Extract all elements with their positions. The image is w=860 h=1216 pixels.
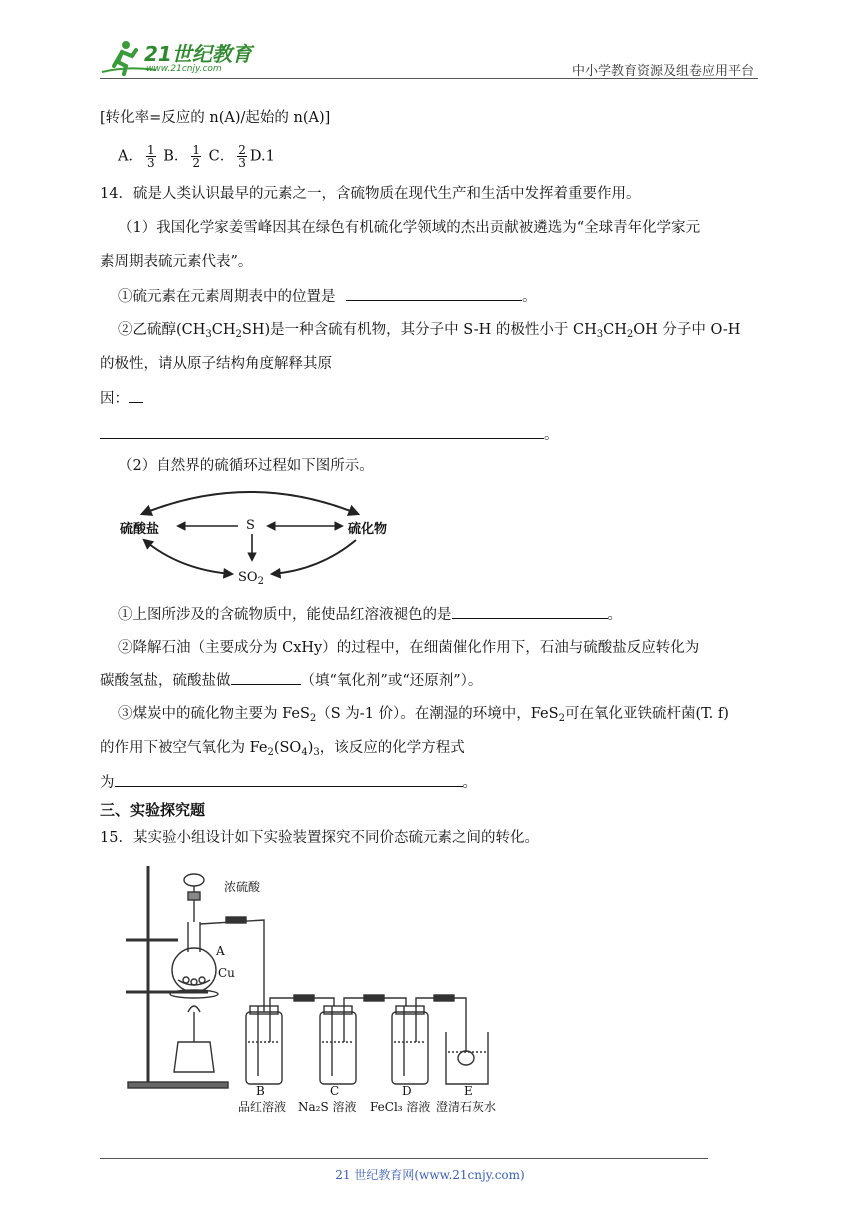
label-b: B: [256, 1084, 265, 1098]
q14-p1-q2: ②乙硫醇$(CH_3CH_2SH)$是一种含硫有机物，其分子中 S-H 的极性小于 $CH_3CH_2OH$ 分子中 O-H: [118, 322, 741, 340]
label-c-solution: Na₂S 溶液: [298, 1100, 357, 1114]
bottle-d: [392, 1006, 428, 1084]
logo-text: 21世纪教育: [144, 42, 252, 66]
header-platform-text: 中小学教育资源及组卷应用平台: [571, 64, 754, 79]
label-a: A: [216, 944, 225, 958]
opt-b-label: B．: [163, 148, 189, 165]
label-cu: Cu: [218, 966, 235, 980]
q14-p2-q2-line2: 碳酸氢盐，硫酸盐做 （填“氧化剂”或“还原剂”）。: [100, 670, 482, 691]
bottle-b: [246, 1006, 282, 1084]
answer-blank[interactable]: [231, 670, 301, 685]
label-c: C: [330, 1084, 340, 1098]
answer-blank[interactable]: [346, 286, 522, 301]
label-d-solution: FeCl₃ 溶液: [370, 1100, 431, 1114]
q14-p2-q3-line1: ③煤炭中的硫化物主要为 FeS$_2$（S 为-1 价）。在潮湿的环境中，FeS$_2$可在氧化亚铁硫杆菌(T. f): [118, 706, 729, 724]
stand-base: [128, 1082, 228, 1088]
q14-p2-q1: ①上图所涉及的含硫物质中，能使品红溶液褪色的是 。: [118, 604, 622, 625]
label-d: D: [402, 1084, 412, 1098]
q14-p1-q2-blank-line: 。: [100, 424, 559, 445]
q14-p2-q3-line2: 的作用下被空气氧化为 $Fe_2(SO_4)_3$，该反应的化学方程式: [100, 740, 465, 758]
q14-p1-q2-line3: 因：: [100, 388, 143, 409]
sulfur-cycle-diagram: [120, 484, 400, 594]
funnel-top: [184, 874, 204, 886]
answer-blank[interactable]: [100, 424, 544, 439]
label-so2: $SO_2$: [238, 570, 264, 587]
section-title: 三、实验探究题: [100, 801, 206, 819]
opt-c-fraction: $\frac{2}{3}$: [238, 143, 246, 170]
label-e: E: [464, 1084, 473, 1098]
label-b-solution: 品红溶液: [238, 1100, 287, 1114]
opt-a-label: A．: [118, 148, 143, 165]
q14-p1-q1: ①硫元素在元素周期表中的位置是 。: [118, 286, 537, 307]
q14-p2-q2-line1: ②降解石油（主要成分为 CxHy）的过程中，在细菌催化作用下，石油与硫酸盐反应转化为: [118, 640, 700, 656]
logo-url: www.21cnjy.com: [146, 64, 222, 74]
q13-options: [118, 144, 275, 169]
q15-stem: 15．某实验小组设计如下实验装置探究不同价态硫元素之间的转化。: [100, 830, 539, 846]
label-e-solution: 澄清石灰水: [436, 1100, 497, 1114]
opt-d: D.1: [249, 148, 275, 165]
alcohol-lamp: [174, 1042, 214, 1072]
opt-c-label: C．: [208, 148, 235, 165]
answer-blank[interactable]: [115, 772, 463, 787]
site-logo: [96, 36, 256, 80]
opt-a-fraction: $\frac{1}{3}$: [146, 143, 155, 170]
label-sulfur: S: [246, 518, 255, 533]
q14-p2-q3-line3: 为 。: [100, 772, 477, 793]
arc-sulfate-so2: [144, 540, 232, 574]
q14-p2-intro: （2）自然界的硫循环过程如下图所示。: [118, 458, 374, 474]
arc-sulfate-sulfide: [142, 492, 358, 514]
q14-p1-q2-line2: 的极性，请从原子结构角度解释其原: [100, 356, 332, 372]
header-divider: [100, 78, 758, 79]
footer-text[interactable]: 21 世纪教育网(www.21cnjy.com): [335, 1168, 525, 1182]
footer-divider: [100, 1158, 708, 1159]
answer-blank[interactable]: [452, 604, 608, 619]
beaker-e: [446, 1032, 488, 1084]
answer-blank[interactable]: [129, 388, 143, 403]
apparatus-diagram: [118, 862, 518, 1114]
q14-p1-line1: （1）我国化学家姜雪峰因其在绿色有机硫化学领域的杰出贡献被遴选为“全球青年化学家元: [118, 220, 701, 236]
bottle-c: [320, 1006, 356, 1084]
label-sulfate: 硫酸盐: [120, 522, 160, 537]
arc-sulfide-so2: [272, 540, 356, 574]
label-sulfide: 硫化物: [348, 522, 388, 537]
q14-p1-line2: 素周期表硫元素代表”。: [100, 254, 253, 270]
q13-note: [转化率=反应的 n(A)/起始的 n(A)]: [100, 110, 331, 126]
q14-stem: 14．硫是人类认识最早的元素之一，含硫物质在现代生产和生活中发挥着重要作用。: [100, 186, 641, 202]
label-acid: 浓硫酸: [224, 880, 261, 894]
opt-b-fraction: $\frac{1}{2}$: [192, 143, 201, 170]
